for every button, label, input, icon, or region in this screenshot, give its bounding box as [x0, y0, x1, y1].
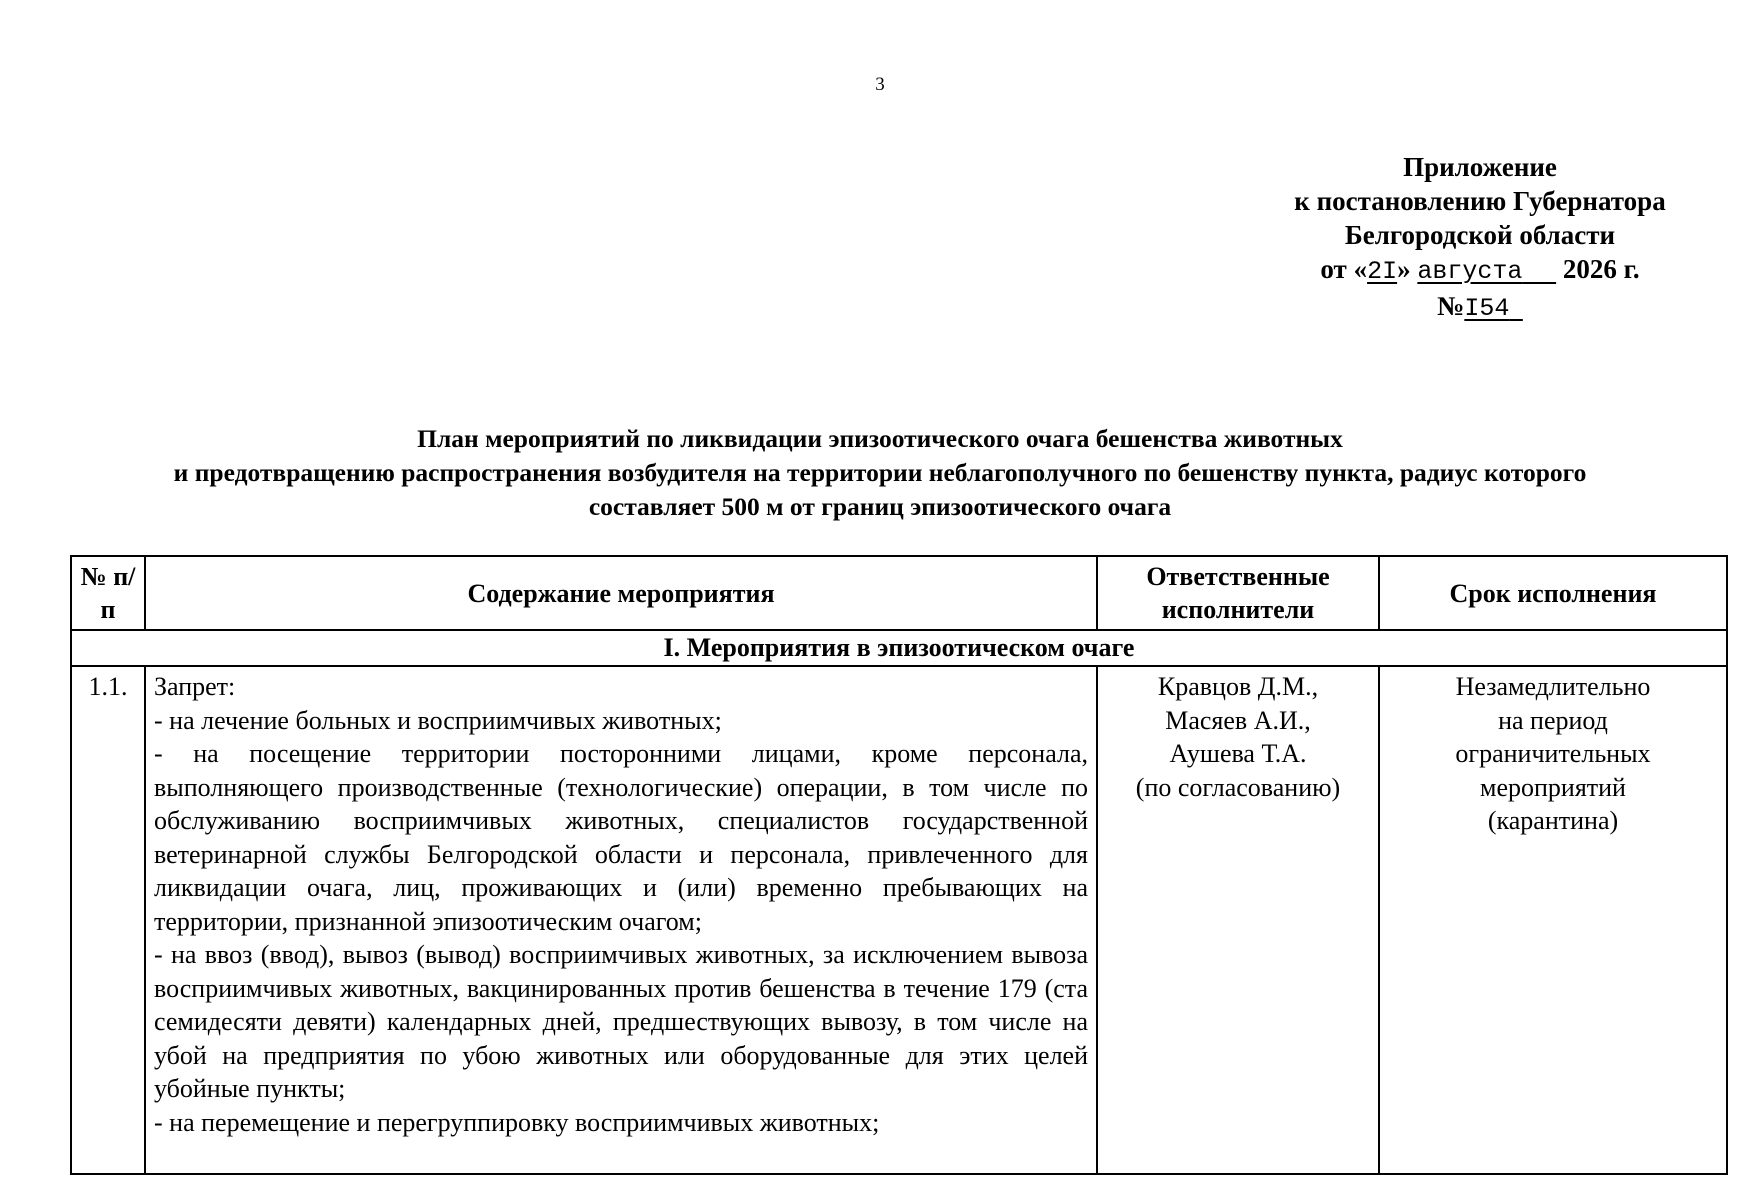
section-row — [71, 630, 1727, 666]
header-content: Содержание мероприятия — [145, 556, 1097, 630]
plan-title-line3: составляет 500 м от границ эпизоотического очага — [588, 492, 1172, 521]
plan-title — [60, 422, 1700, 524]
appendix-date — [1240, 252, 1720, 289]
date-mid: » — [1397, 254, 1411, 284]
date-day: 2I — [1367, 257, 1398, 286]
appendix-number — [1240, 289, 1720, 326]
term-line: ограничительных — [1455, 739, 1651, 768]
plan-table — [70, 555, 1728, 1175]
header-executors: Ответственные исполнители — [1097, 556, 1379, 630]
term-line: на период — [1498, 705, 1608, 735]
row-term — [1379, 666, 1727, 1174]
appendix-title: Приложение — [1403, 152, 1557, 182]
table-row — [71, 666, 1727, 1174]
page-number: 3 — [875, 74, 885, 95]
term-line: Незамедлительно — [1455, 672, 1651, 701]
number-value: I54 — [1464, 294, 1510, 323]
content-line: Запрет: — [154, 672, 236, 701]
plan-title-line1: План мероприятий по ликвидации эпизоотического очага бешенства животных — [417, 424, 1343, 453]
executor-line: Масяев А.И., — [1165, 705, 1311, 735]
term-line: (карантина) — [1487, 806, 1619, 835]
row-executors — [1097, 666, 1379, 1174]
executor-line: (по согласованию) — [1135, 772, 1341, 802]
term-line: мероприятий — [1480, 772, 1626, 802]
appendix-line-decree: к постановлению Губернатора — [1294, 186, 1666, 216]
plan-title-line2: и предотвращению распространения возбудителя на территории неблагополучного по бешенству пункта, радиус которого — [173, 458, 1587, 487]
number-prefix: № — [1437, 291, 1465, 321]
row-number: 1.1. — [71, 666, 145, 1174]
appendix-line-region: Белгородской области — [1344, 220, 1616, 250]
header-term: Срок исполнения — [1379, 556, 1727, 630]
content-line: - на перемещение и перегруппировку восприимчивых животных; — [154, 1107, 880, 1137]
row-content — [145, 666, 1097, 1174]
content-line: - на ввоз (ввод), вывоз (вывод) восприимчивых животных, за исключением вывоза восприимчивых животных, вакцинированных против бешенства в течение 179 (ста семидесяти девяти) календарных дней, предшествующих вывозу, в том числе на убой на предприятия по убою животных или оборудованные для этих целей убойные пункты; — [154, 940, 1088, 1103]
date-year: 2026 г. — [1562, 254, 1640, 284]
content-line: - на посещение территории посторонними лицами, кроме персонала, выполняющего производственные (технологические) операции, в том числе по обслуживанию восприимчивых животных, специалистов государственной ветеринарной службы Белгородской области и персонала, привлеченного для ликвидации очага, лиц, проживающих и (или) временно пребывающих на территории, признанной эпизоотическим очагом; — [154, 739, 1088, 936]
date-month: августа — [1417, 257, 1523, 286]
date-prefix: от « — [1320, 254, 1368, 284]
appendix-block — [1240, 150, 1720, 326]
header-num: № п/п — [71, 556, 145, 630]
executor-line: Аушева Т.А. — [1169, 739, 1307, 768]
content-line: - на лечение больных и восприимчивых животных; — [154, 705, 722, 735]
executor-line: Кравцов Д.М., — [1157, 672, 1319, 701]
section-title: I. Мероприятия в эпизоотическом очаге — [71, 630, 1727, 666]
table-header-row — [71, 556, 1727, 630]
